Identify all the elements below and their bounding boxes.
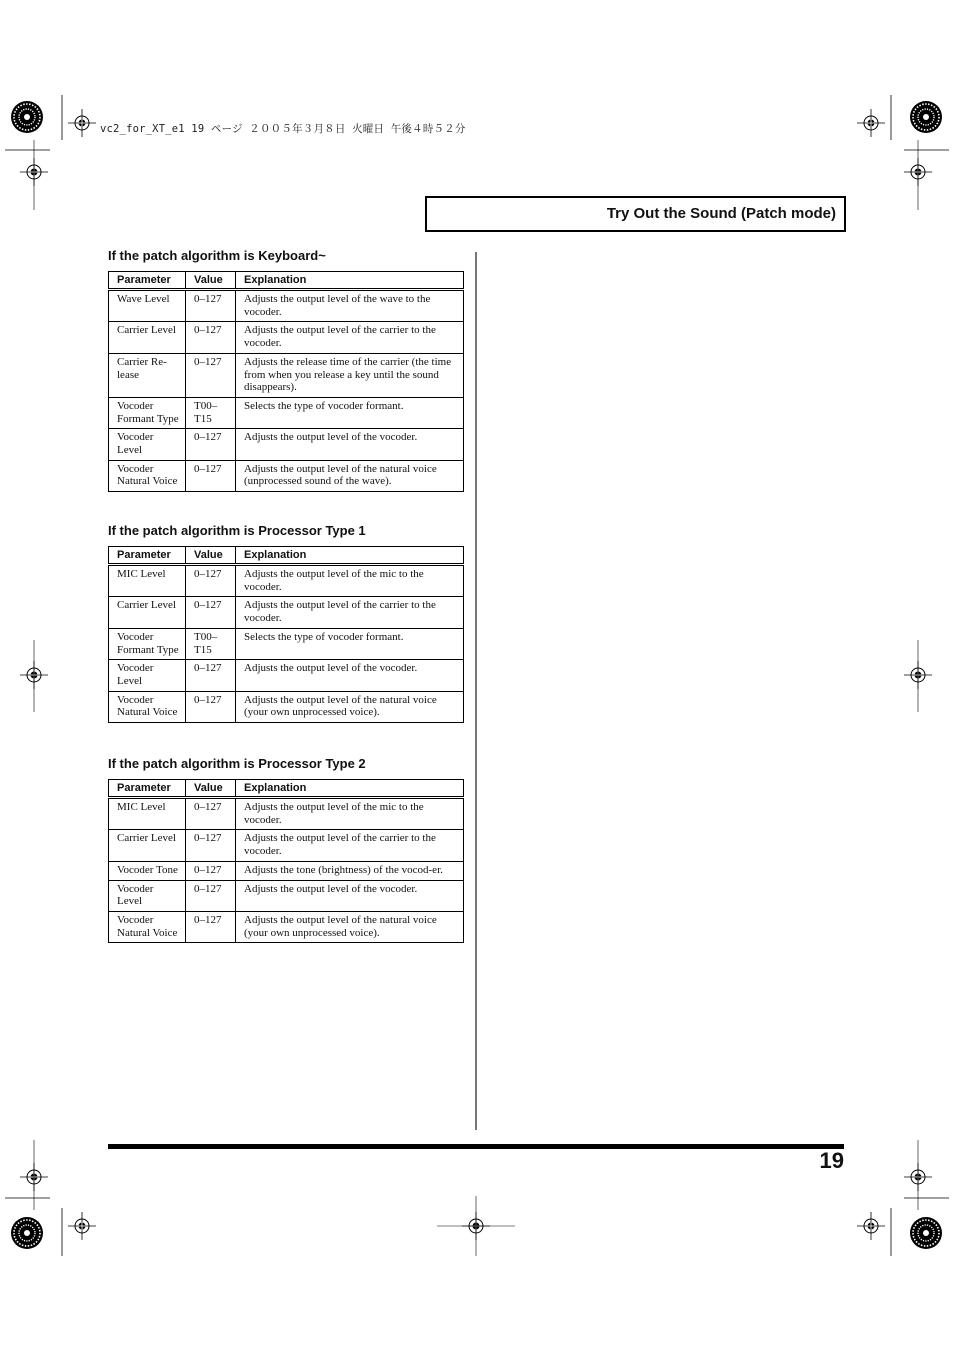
table-row xyxy=(109,597,464,628)
parameter-cell: Vocoder Natural Voice xyxy=(109,691,186,722)
column-header-explanation: Explanation xyxy=(236,780,464,798)
section-heading: If the patch algorithm is Keyboard~ xyxy=(108,248,326,263)
value-cell: 0–127 xyxy=(186,353,236,397)
parameter-cell: Vocoder Tone xyxy=(109,861,186,880)
parameter-cell: Wave Level xyxy=(109,290,186,322)
explanation-cell: Adjusts the output level of the mic to the vocoder. xyxy=(236,798,464,830)
value-cell: 0–127 xyxy=(186,861,236,880)
table-row xyxy=(109,460,464,491)
table-row xyxy=(109,397,464,428)
explanation-cell: Adjusts the output level of the natural voice (your own unprocessed voice). xyxy=(236,691,464,722)
parameter-cell: Carrier Level xyxy=(109,830,186,861)
parameter-cell: Carrier Level xyxy=(109,322,186,353)
explanation-cell: Adjusts the tone (brightness) of the vocod-er. xyxy=(236,861,464,880)
parameter-cell: Vocoder Formant Type xyxy=(109,397,186,428)
table-header-row xyxy=(109,780,464,798)
footer-rule xyxy=(108,1144,844,1149)
table-header-row xyxy=(109,272,464,290)
parameter-cell: Vocoder Natural Voice xyxy=(109,911,186,942)
table-row xyxy=(109,565,464,597)
explanation-cell: Adjusts the output level of the carrier to the vocoder. xyxy=(236,322,464,353)
value-cell: T00–T15 xyxy=(186,397,236,428)
column-header-explanation: Explanation xyxy=(236,272,464,290)
explanation-cell: Adjusts the output level of the mic to the vocoder. xyxy=(236,565,464,597)
table-row xyxy=(109,660,464,691)
section-heading: If the patch algorithm is Processor Type 1 xyxy=(108,523,366,538)
parameter-cell: Carrier Level xyxy=(109,597,186,628)
value-cell: 0–127 xyxy=(186,691,236,722)
value-cell: 0–127 xyxy=(186,429,236,460)
value-cell: 0–127 xyxy=(186,798,236,830)
table-row xyxy=(109,830,464,861)
explanation-cell: Adjusts the output level of the vocoder. xyxy=(236,660,464,691)
table-row xyxy=(109,798,464,830)
table-row xyxy=(109,429,464,460)
table-row xyxy=(109,911,464,942)
explanation-cell: Adjusts the output level of the vocoder. xyxy=(236,880,464,911)
column-header-parameter: Parameter xyxy=(109,272,186,290)
value-cell: 0–127 xyxy=(186,597,236,628)
explanation-cell: Adjusts the output level of the carrier to the vocoder. xyxy=(236,830,464,861)
value-cell: 0–127 xyxy=(186,911,236,942)
explanation-cell: Adjusts the output level of the carrier to the vocoder. xyxy=(236,597,464,628)
section-heading: If the patch algorithm is Processor Type 2 xyxy=(108,756,366,771)
page-title-box xyxy=(425,196,846,232)
explanation-cell: Selects the type of vocoder formant. xyxy=(236,628,464,659)
parameter-cell: Vocoder Level xyxy=(109,880,186,911)
parameter-cell: Vocoder Level xyxy=(109,660,186,691)
section-processor-type-1 xyxy=(108,522,463,723)
section-processor-type-2 xyxy=(108,755,463,943)
parameter-cell: Vocoder Natural Voice xyxy=(109,460,186,491)
parameter-table xyxy=(108,546,464,723)
page-title: Try Out the Sound (Patch mode) xyxy=(606,205,836,222)
table-row xyxy=(109,691,464,722)
explanation-cell: Selects the type of vocoder formant. xyxy=(236,397,464,428)
explanation-cell: Adjusts the output level of the natural voice (your own unprocessed voice). xyxy=(236,911,464,942)
table-row xyxy=(109,880,464,911)
parameter-cell: Carrier Re-lease xyxy=(109,353,186,397)
section-keyboard xyxy=(108,247,463,492)
parameter-cell: MIC Level xyxy=(109,565,186,597)
column-divider xyxy=(475,252,477,1130)
print-header: vc2_for_XT_e1 19 ページ ２００５年３月８日 火曜日 午後４時５２分 xyxy=(100,123,466,135)
value-cell: T00–T15 xyxy=(186,628,236,659)
parameter-cell: MIC Level xyxy=(109,798,186,830)
column-header-explanation: Explanation xyxy=(236,547,464,565)
table-row xyxy=(109,861,464,880)
explanation-cell: Adjusts the output level of the wave to the vocoder. xyxy=(236,290,464,322)
value-cell: 0–127 xyxy=(186,880,236,911)
parameter-cell: Vocoder Formant Type xyxy=(109,628,186,659)
page-number: 19 xyxy=(819,1148,844,1173)
explanation-cell: Adjusts the release time of the carrier (the time from when you release a key until the sound disappears). xyxy=(236,353,464,397)
column-header-value: Value xyxy=(186,780,236,798)
value-cell: 0–127 xyxy=(186,565,236,597)
explanation-cell: Adjusts the output level of the vocoder. xyxy=(236,429,464,460)
value-cell: 0–127 xyxy=(186,830,236,861)
value-cell: 0–127 xyxy=(186,322,236,353)
column-header-value: Value xyxy=(186,547,236,565)
table-row xyxy=(109,290,464,322)
table-row xyxy=(109,353,464,397)
column-header-value: Value xyxy=(186,272,236,290)
value-cell: 0–127 xyxy=(186,460,236,491)
column-header-parameter: Parameter xyxy=(109,780,186,798)
table-row xyxy=(109,628,464,659)
parameter-table xyxy=(108,271,464,492)
explanation-cell: Adjusts the output level of the natural voice (unprocessed sound of the wave). xyxy=(236,460,464,491)
column-header-parameter: Parameter xyxy=(109,547,186,565)
value-cell: 0–127 xyxy=(186,290,236,322)
parameter-table xyxy=(108,779,464,943)
parameter-cell: Vocoder Level xyxy=(109,429,186,460)
table-row xyxy=(109,322,464,353)
value-cell: 0–127 xyxy=(186,660,236,691)
table-header-row xyxy=(109,547,464,565)
